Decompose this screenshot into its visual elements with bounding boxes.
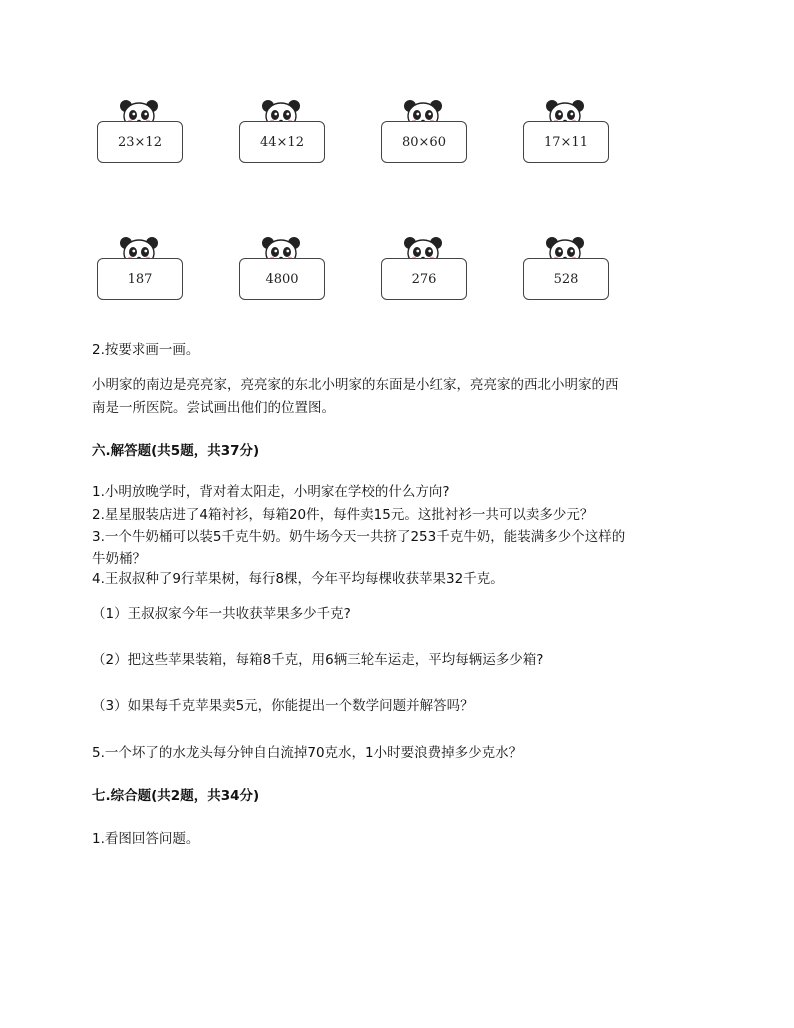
card-top-1	[97, 97, 183, 165]
card-expression: 23×12	[97, 121, 183, 163]
card-expression: 44×12	[239, 121, 325, 163]
s6-question-4-sub2: （2）把这些苹果装箱，每箱8千克，用6辆三轮车运走，平均每辆运多少箱?	[92, 652, 544, 668]
card-top-3	[381, 97, 467, 165]
question-2-text-line2: 南是一所医院。尝试画出他们的位置图。	[92, 400, 335, 416]
card-top-2	[239, 97, 325, 165]
card-result: 276	[381, 258, 467, 300]
card-bottom-2	[239, 234, 325, 302]
card-bottom-1	[97, 234, 183, 302]
card-result: 528	[523, 258, 609, 300]
question-2-title: 2.按要求画一画。	[92, 342, 200, 358]
card-bottom-3	[381, 234, 467, 302]
s6-question-3-line1: 3.一个牛奶桶可以装5千克牛奶。奶牛场今天一共挤了253千克牛奶，能装满多少个这样的	[92, 529, 626, 545]
s6-question-4: 4.王叔叔种了9行苹果树，每行8棵，今年平均每棵收获苹果32千克。	[92, 571, 504, 587]
s7-question-1: 1.看图回答问题。	[92, 831, 200, 847]
section-7-title: 七.综合题(共2题，共34分)	[92, 788, 260, 804]
s6-question-2: 2.星星服装店进了4箱衬衫，每箱20件，每件卖15元。这批衬衫一共可以卖多少元？	[92, 507, 594, 523]
s6-question-1: 1.小明放晚学时，背对着太阳走，小明家在学校的什么方向?	[92, 484, 450, 500]
card-result: 187	[97, 258, 183, 300]
s6-question-4-sub1: （1）王叔叔家今年一共收获苹果多少千克?	[92, 606, 351, 622]
card-result: 4800	[239, 258, 325, 300]
card-top-4	[523, 97, 609, 165]
card-expression: 17×11	[523, 121, 609, 163]
section-6-title: 六.解答题(共5题，共37分)	[92, 443, 260, 459]
s6-question-3-line2: 牛奶桶？	[92, 551, 146, 567]
s6-question-5: 5.一个坏了的水龙头每分钟自白流掉70克水，1小时要浪费掉多少克水？	[92, 745, 523, 761]
question-2-text-line1: 小明家的南边是亮亮家，亮亮家的东北小明家的东面是小红家，亮亮家的西北小明家的西	[92, 377, 619, 393]
s6-question-4-sub3: （3）如果每千克苹果卖5元，你能提出一个数学问题并解答吗？	[92, 698, 474, 714]
card-bottom-4	[523, 234, 609, 302]
card-expression: 80×60	[381, 121, 467, 163]
